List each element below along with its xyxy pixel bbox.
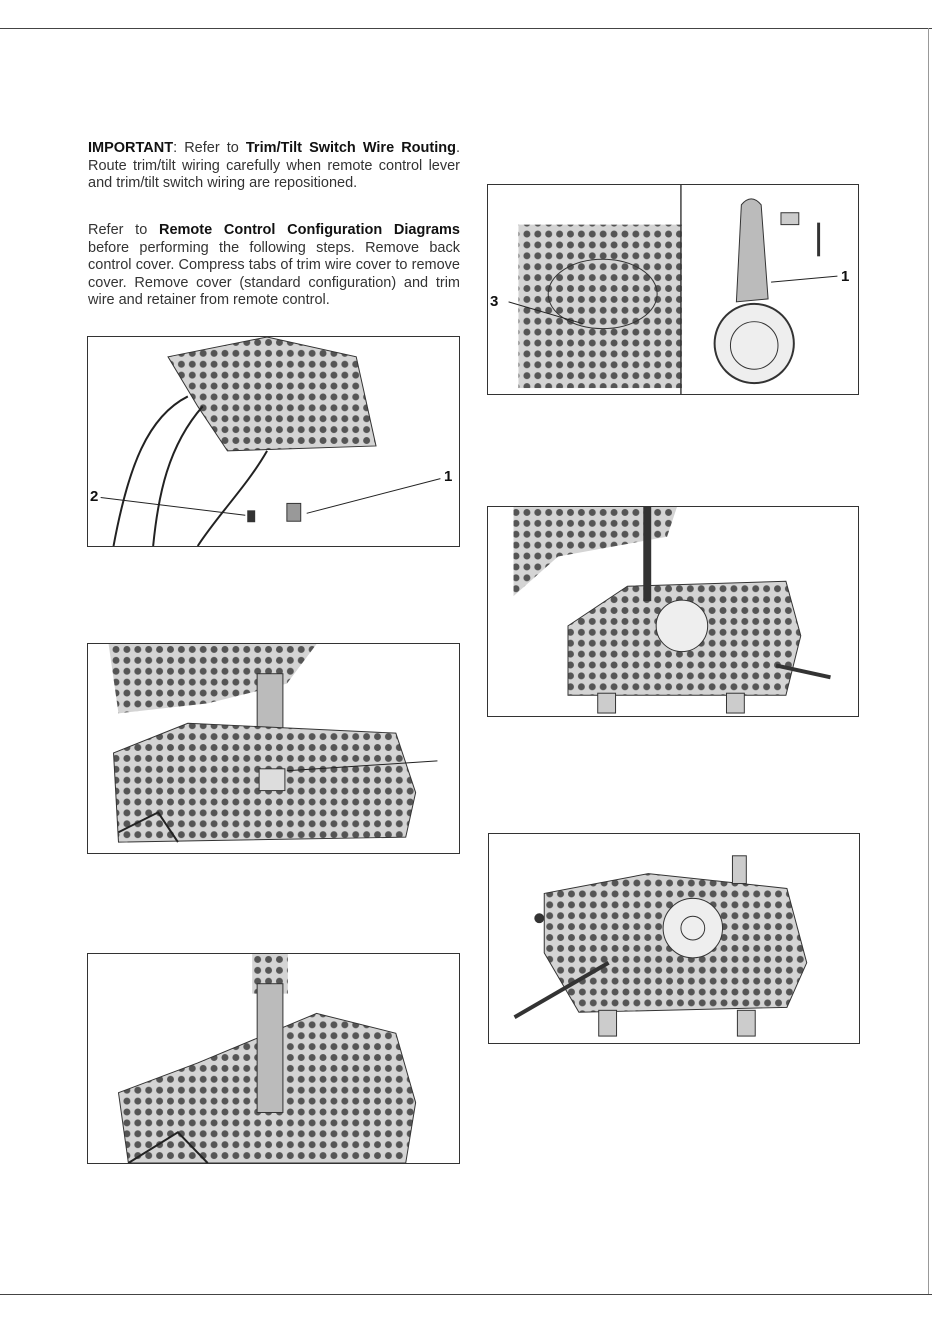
figure-handle-hub	[487, 506, 859, 717]
figure-lever-installed-drawing	[88, 954, 459, 1163]
figure-lever-removal	[487, 184, 859, 395]
important-label: IMPORTANT	[88, 140, 174, 156]
figure-lever-bolt	[87, 643, 460, 854]
figure-remove-cover-callout-2: 2	[90, 488, 99, 505]
top-rule	[0, 28, 932, 29]
figure-lever-installed	[87, 953, 460, 1164]
right-edge-rule	[928, 28, 929, 1294]
important-rest: . Route trim/tilt wiring carefully when remote control lever and trim/tilt switch wiring are repositioned.	[88, 140, 460, 191]
figure-lever-removal-callout-1: 1	[841, 268, 850, 285]
bottom-rule	[0, 1294, 932, 1295]
refer-paragraph	[88, 222, 460, 310]
figure-assembly-side	[488, 833, 860, 1044]
remote-config-ref: Remote Control Configuration Diagrams	[159, 222, 461, 238]
figure-remove-cover	[87, 336, 460, 547]
important-paragraph	[88, 140, 460, 193]
figure-handle-hub-drawing	[488, 507, 858, 716]
figure-remove-cover-callout-1: 1	[444, 468, 453, 485]
figure-lever-removal-callout-3: 3	[490, 293, 499, 310]
figure-lever-bolt-drawing	[88, 644, 459, 853]
figure-assembly-side-drawing	[489, 834, 859, 1043]
figure-remove-cover-drawing	[88, 337, 459, 546]
trim-tilt-routing-ref: Trim/Tilt Switch Wire Routing	[245, 140, 456, 156]
important-sep: : Refer to	[173, 140, 246, 156]
refer-lead: Refer to	[88, 222, 159, 238]
refer-rest: before performing the following steps. Remove back control cover. Compress tabs of trim wire cover to remove cover. Remove cover (standard configuration) and trim wire and retainer from remote control.	[88, 239, 460, 308]
figure-lever-removal-drawing	[488, 185, 858, 394]
